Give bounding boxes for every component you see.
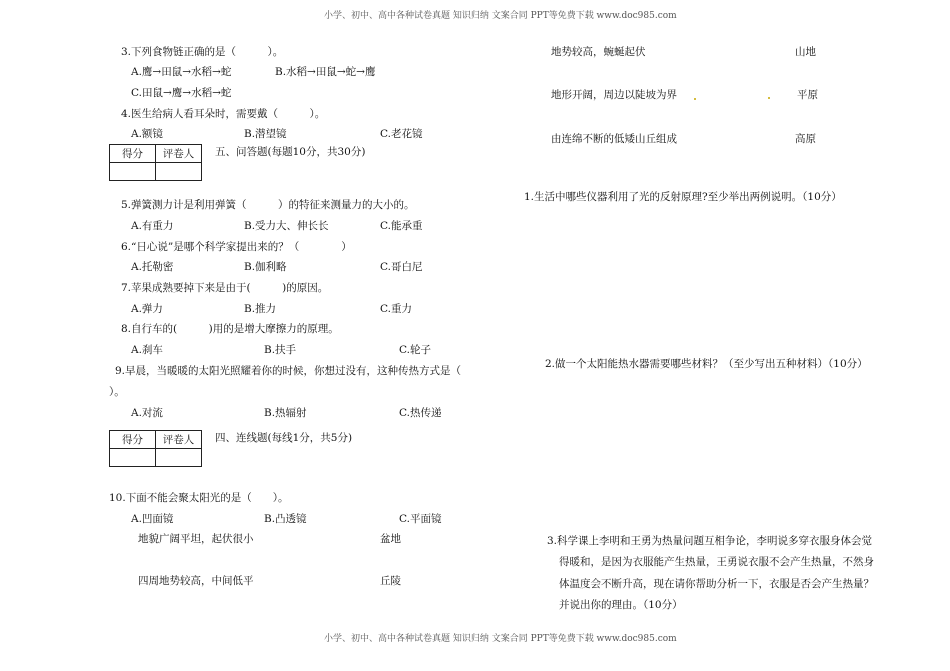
q7-option-a: A.弹力: [131, 303, 163, 315]
qa3-question-line1: 3.科学课上李明和王勇为热量问题互相争论，李明说多穿衣服身体会觉: [547, 535, 873, 547]
q7-stem: 7.苹果成熟要掉下来是由于( )的原因。: [121, 282, 329, 294]
q3-option-b: B.水稻→田鼠→蛇→鹰: [275, 66, 376, 78]
q7-option-c: C.重力: [380, 303, 412, 315]
q4-option-a: A.额镜: [131, 128, 163, 140]
match5-landform: 高原: [795, 133, 816, 145]
q3-stem: 3.下列食物链正确的是（ ）。: [121, 46, 284, 58]
qa2-question: 2.做一个太阳能热水器需要哪些材料？（至少写出五种材料）（10分）: [545, 358, 868, 370]
stray-mark: [694, 98, 696, 100]
score-table-section5: [109, 144, 202, 181]
q4-option-c: C.老花镜: [380, 128, 423, 140]
q10-option-b: B.凸透镜: [264, 513, 307, 525]
q9-stem-line1: 9.早晨，当暖暖的太阳光照耀着你的时候，你想过没有，这种传热方式是（: [115, 365, 462, 377]
q6-option-b: B.伽利略: [244, 261, 287, 273]
qa3-question-line3: 体温度会不断升高，现在请你帮助分析一下，衣服是否会产生热量？: [559, 578, 874, 590]
page-footer: 小学、初中、高中各种试卷真题 知识归纳 文案合同 PPT等免费下载 www.doc985.com: [324, 634, 677, 644]
q9-option-b: B.热辐射: [264, 407, 307, 419]
score-cell: [110, 163, 156, 181]
section5-title: 五、问答题(每题10分，共30分): [215, 146, 366, 158]
score-table-section4: [109, 430, 202, 467]
q5-option-b: B.受力大、伸长长: [244, 220, 329, 232]
q4-option-b: B.潜望镜: [244, 128, 287, 140]
q6-option-a: A.托勒密: [131, 261, 174, 273]
score-header: 得分: [110, 431, 156, 449]
page-header: 小学、初中、高中各种试卷真题 知识归纳 文案合同 PPT等免费下载 www.doc985.com: [324, 11, 677, 21]
match4-landform: 平原: [797, 89, 818, 101]
match2-landform: 丘陵: [380, 575, 401, 587]
grader-header: 评卷人: [156, 431, 202, 449]
score-cell: [110, 449, 156, 467]
grader-cell: [156, 163, 202, 181]
q10-option-a: A.凹面镜: [131, 513, 174, 525]
grader-cell: [156, 449, 202, 467]
match4-description: 地形开阔，周边以陡坡为界: [551, 89, 677, 101]
q4-stem: 4.医生给病人看耳朵时，需要戴（ ）。: [121, 108, 326, 120]
q9-option-a: A.对流: [131, 407, 163, 419]
match3-landform: 山地: [795, 46, 816, 58]
match3-description: 地势较高，蜿蜒起伏: [551, 46, 646, 58]
q8-option-c: C.轮子: [399, 344, 431, 356]
q8-option-b: B.扶手: [264, 344, 297, 356]
q10-option-c: C.平面镜: [399, 513, 442, 525]
q8-stem: 8.自行车的( )用的是增大摩擦力的原理。: [121, 323, 339, 335]
qa3-question-line4: 并说出你的理由。（10分）: [559, 599, 683, 611]
match2-description: 四周地势较高，中间低平: [138, 575, 254, 587]
q8-option-a: A.刹车: [131, 344, 163, 356]
section4-title: 四、连线题(每线1分，共5分): [215, 432, 353, 444]
score-header: 得分: [110, 145, 156, 163]
q3-option-a: A.鹰→田鼠→水稻→蛇: [131, 66, 232, 78]
match5-description: 由连绵不断的低矮山丘组成: [551, 133, 677, 145]
q9-stem-line2: ）。: [109, 386, 125, 398]
q3-option-c: C.田鼠→鹰→水稻→蛇: [131, 87, 232, 99]
q5-option-c: C.能承重: [380, 220, 423, 232]
q5-option-a: A.有重力: [131, 220, 174, 232]
q10-stem: 10.下面不能会聚太阳光的是（ ）。: [109, 492, 289, 504]
grader-header: 评卷人: [156, 145, 202, 163]
qa3-question-line2: 得暖和，是因为衣服能产生热量，王勇说衣服不会产生热量，不然身: [559, 556, 874, 568]
match1-description: 地貌广阔平坦，起伏很小: [138, 533, 254, 545]
q9-option-c: C.热传递: [399, 407, 442, 419]
stray-mark: [768, 97, 770, 99]
q5-stem: 5.弹簧测力计是利用弹簧（ ）的特征来测量力的大小的。: [121, 199, 415, 211]
qa1-question: 1.生活中哪些仪器利用了光的反射原理?至少举出两例说明。（10分）: [524, 191, 842, 203]
q7-option-b: B.推力: [244, 303, 277, 315]
q6-option-c: C.哥白尼: [380, 261, 423, 273]
match1-landform: 盆地: [380, 533, 401, 545]
q6-stem: 6.“日心说”是哪个科学家提出来的？（ ）: [121, 241, 352, 253]
